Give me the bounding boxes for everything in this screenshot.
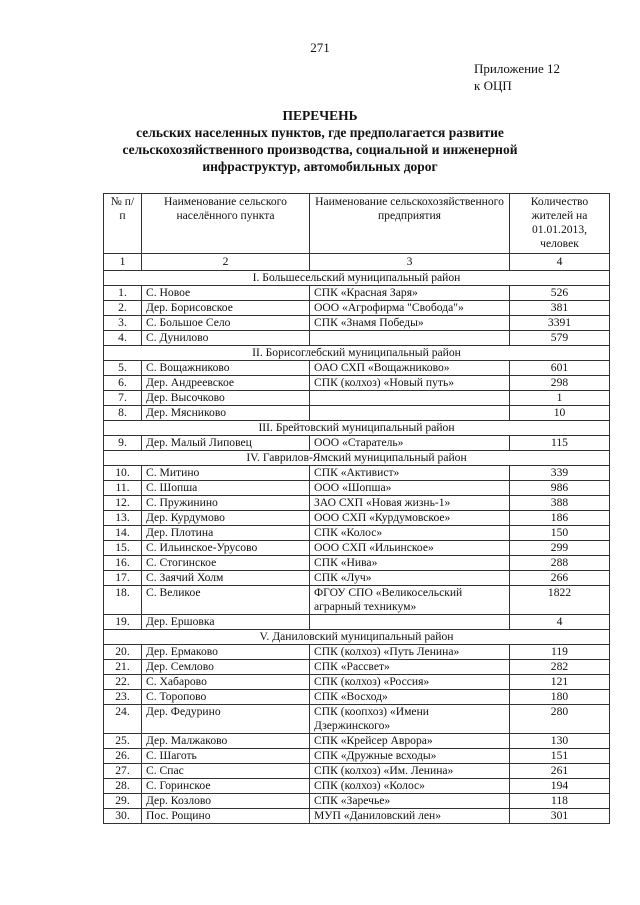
table-row bbox=[104, 615, 610, 630]
table-row bbox=[104, 541, 610, 556]
row-number: 23. bbox=[104, 690, 142, 705]
enterprise-name: МУП «Даниловский лен» bbox=[310, 809, 510, 824]
enterprise-name: СПК «Активист» bbox=[310, 466, 510, 481]
row-number: 12. bbox=[104, 496, 142, 511]
population-count: 298 bbox=[510, 376, 610, 391]
enterprise-name: ООО «Старатель» bbox=[310, 436, 510, 451]
table-row bbox=[104, 481, 610, 496]
table-row bbox=[104, 675, 610, 690]
settlement-name: С. Дунилово bbox=[142, 331, 310, 346]
table-row bbox=[104, 734, 610, 749]
table-row bbox=[104, 316, 610, 331]
table-header-row bbox=[104, 194, 610, 254]
row-number: 20. bbox=[104, 645, 142, 660]
appendix-label bbox=[474, 60, 560, 94]
table-row bbox=[104, 436, 610, 451]
settlement-name: С. Вощажниково bbox=[142, 361, 310, 376]
population-count: 115 bbox=[510, 436, 610, 451]
appendix-line-2: к ОЦП bbox=[474, 78, 512, 93]
table-row bbox=[104, 571, 610, 586]
settlement-name: Дер. Борисовское bbox=[142, 301, 310, 316]
population-count: 986 bbox=[510, 481, 610, 496]
settlement-name: Дер. Ершовка bbox=[142, 615, 310, 630]
enterprise-name bbox=[310, 391, 510, 406]
population-count: 119 bbox=[510, 645, 610, 660]
row-number: 7. bbox=[104, 391, 142, 406]
population-count: 121 bbox=[510, 675, 610, 690]
population-count: 266 bbox=[510, 571, 610, 586]
row-number: 1. bbox=[104, 286, 142, 301]
enterprise-name: ООО «Агрофирма "Свобода"» bbox=[310, 301, 510, 316]
population-count: 526 bbox=[510, 286, 610, 301]
row-number: 17. bbox=[104, 571, 142, 586]
settlement-name: Дер. Высочково bbox=[142, 391, 310, 406]
column-number-row bbox=[104, 254, 610, 271]
population-count: 150 bbox=[510, 526, 610, 541]
row-number: 8. bbox=[104, 406, 142, 421]
population-count: 381 bbox=[510, 301, 610, 316]
region-row bbox=[104, 346, 610, 361]
enterprise-name bbox=[310, 615, 510, 630]
settlement-name: С. Хабарово bbox=[142, 675, 310, 690]
header-num: № п/п bbox=[104, 194, 142, 254]
col-number: 3 bbox=[310, 254, 510, 271]
col-number: 2 bbox=[142, 254, 310, 271]
region-name: III. Брейтовский муниципальный район bbox=[104, 421, 610, 436]
row-number: 18. bbox=[104, 586, 142, 615]
population-count: 1 bbox=[510, 391, 610, 406]
row-number: 25. bbox=[104, 734, 142, 749]
population-count: 4 bbox=[510, 615, 610, 630]
col-number: 1 bbox=[104, 254, 142, 271]
enterprise-name: ООО СХП «Ильинское» bbox=[310, 541, 510, 556]
enterprise-name: СПК «Нива» bbox=[310, 556, 510, 571]
header-enterprise: Наименование сельскохозяйственного предприятия bbox=[310, 194, 510, 254]
row-number: 21. bbox=[104, 660, 142, 675]
population-count: 186 bbox=[510, 511, 610, 526]
region-row bbox=[104, 451, 610, 466]
settlement-name: Дер. Плотина bbox=[142, 526, 310, 541]
enterprise-name: СПК (колхоз) «Колос» bbox=[310, 779, 510, 794]
page-number: 271 bbox=[310, 40, 330, 55]
table-row bbox=[104, 286, 610, 301]
settlement-name: Дер. Малжаково bbox=[142, 734, 310, 749]
settlement-name: С. Митино bbox=[142, 466, 310, 481]
enterprise-name: СПК (колхоз) «Россия» bbox=[310, 675, 510, 690]
enterprise-name: СПК (колхоз) «Им. Ленина» bbox=[310, 764, 510, 779]
table-row bbox=[104, 764, 610, 779]
settlement-name: С. Спас bbox=[142, 764, 310, 779]
row-number: 5. bbox=[104, 361, 142, 376]
row-number: 9. bbox=[104, 436, 142, 451]
settlement-name: С. Шаготь bbox=[142, 749, 310, 764]
population-count: 130 bbox=[510, 734, 610, 749]
title-line-2: сельскохозяйственного производства, социальной и инженерной bbox=[122, 142, 518, 157]
title-line-3: инфраструктур, автомобильных дорог bbox=[202, 159, 438, 174]
population-count: 1822 bbox=[510, 586, 610, 615]
table-row bbox=[104, 586, 610, 615]
row-number: 10. bbox=[104, 466, 142, 481]
title-heading: ПЕРЕЧЕНЬ bbox=[282, 108, 358, 123]
table-row bbox=[104, 809, 610, 824]
row-number: 14. bbox=[104, 526, 142, 541]
region-row bbox=[104, 271, 610, 286]
enterprise-name: СПК «Колос» bbox=[310, 526, 510, 541]
settlement-name: Дер. Семлово bbox=[142, 660, 310, 675]
table-row bbox=[104, 779, 610, 794]
table-row bbox=[104, 301, 610, 316]
settlement-name: С. Торопово bbox=[142, 690, 310, 705]
settlement-name: Дер. Мясниково bbox=[142, 406, 310, 421]
row-number: 19. bbox=[104, 615, 142, 630]
population-count: 601 bbox=[510, 361, 610, 376]
enterprise-name: СПК (колхоз) «Новый путь» bbox=[310, 376, 510, 391]
title-line-1: сельских населенных пунктов, где предполагается развитие bbox=[136, 125, 504, 140]
table-row bbox=[104, 466, 610, 481]
enterprise-name: ОАО СХП «Вощажниково» bbox=[310, 361, 510, 376]
population-count: 388 bbox=[510, 496, 610, 511]
region-name: II. Борисоглебский муниципальный район bbox=[104, 346, 610, 361]
row-number: 30. bbox=[104, 809, 142, 824]
row-number: 2. bbox=[104, 301, 142, 316]
settlement-name: Дер. Курдумово bbox=[142, 511, 310, 526]
population-count: 579 bbox=[510, 331, 610, 346]
row-number: 6. bbox=[104, 376, 142, 391]
enterprise-name bbox=[310, 406, 510, 421]
enterprise-name: ЗАО СХП «Новая жизнь-1» bbox=[310, 496, 510, 511]
settlement-name: Дер. Козлово bbox=[142, 794, 310, 809]
enterprise-name: СПК (коопхоз) «Имени Дзержинского» bbox=[310, 705, 510, 734]
population-count: 299 bbox=[510, 541, 610, 556]
header-settlement: Наименование сельского населённого пункта bbox=[142, 194, 310, 254]
region-row bbox=[104, 421, 610, 436]
enterprise-name: ООО «Шопша» bbox=[310, 481, 510, 496]
row-number: 22. bbox=[104, 675, 142, 690]
region-name: IV. Гаврилов-Ямский муниципальный район bbox=[104, 451, 610, 466]
region-name: V. Даниловский муниципальный район bbox=[104, 630, 610, 645]
settlement-name: Пос. Рощино bbox=[142, 809, 310, 824]
table-row bbox=[104, 406, 610, 421]
region-row bbox=[104, 630, 610, 645]
table-row bbox=[104, 705, 610, 734]
population-count: 282 bbox=[510, 660, 610, 675]
settlements-table bbox=[103, 193, 610, 824]
settlement-name: С. Заячий Холм bbox=[142, 571, 310, 586]
table-row bbox=[104, 511, 610, 526]
population-count: 10 bbox=[510, 406, 610, 421]
population-count: 180 bbox=[510, 690, 610, 705]
enterprise-name: СПК «Восход» bbox=[310, 690, 510, 705]
row-number: 13. bbox=[104, 511, 142, 526]
enterprise-name: СПК «Знамя Победы» bbox=[310, 316, 510, 331]
row-number: 4. bbox=[104, 331, 142, 346]
row-number: 29. bbox=[104, 794, 142, 809]
table-row bbox=[104, 331, 610, 346]
population-count: 288 bbox=[510, 556, 610, 571]
document-title bbox=[0, 107, 640, 175]
enterprise-name: СПК «Дружные всходы» bbox=[310, 749, 510, 764]
table-row bbox=[104, 660, 610, 675]
population-count: 118 bbox=[510, 794, 610, 809]
settlement-name: С. Пружинино bbox=[142, 496, 310, 511]
population-count: 339 bbox=[510, 466, 610, 481]
settlement-name: С. Великое bbox=[142, 586, 310, 615]
population-count: 280 bbox=[510, 705, 610, 734]
table-row bbox=[104, 391, 610, 406]
region-name: I. Большесельский муниципальный район bbox=[104, 271, 610, 286]
enterprise-name: СПК «Крейсер Аврора» bbox=[310, 734, 510, 749]
table-row bbox=[104, 376, 610, 391]
row-number: 26. bbox=[104, 749, 142, 764]
enterprise-name: СПК «Луч» bbox=[310, 571, 510, 586]
settlement-name: Дер. Федурино bbox=[142, 705, 310, 734]
population-count: 301 bbox=[510, 809, 610, 824]
enterprise-name: СПК «Красная Заря» bbox=[310, 286, 510, 301]
table-row bbox=[104, 690, 610, 705]
table-row bbox=[104, 794, 610, 809]
row-number: 3. bbox=[104, 316, 142, 331]
appendix-line-1: Приложение 12 bbox=[474, 61, 561, 76]
settlement-name: Дер. Ермаково bbox=[142, 645, 310, 660]
table-body bbox=[104, 271, 610, 824]
table-row bbox=[104, 556, 610, 571]
population-count: 261 bbox=[510, 764, 610, 779]
settlement-name: Дер. Малый Липовец bbox=[142, 436, 310, 451]
row-number: 24. bbox=[104, 705, 142, 734]
row-number: 11. bbox=[104, 481, 142, 496]
row-number: 16. bbox=[104, 556, 142, 571]
enterprise-name: ООО СХП «Курдумовское» bbox=[310, 511, 510, 526]
population-count: 194 bbox=[510, 779, 610, 794]
enterprise-name: СПК (колхоз) «Путь Ленина» bbox=[310, 645, 510, 660]
settlement-name: Дер. Андреевское bbox=[142, 376, 310, 391]
enterprise-name bbox=[310, 331, 510, 346]
settlement-name: С. Большое Село bbox=[142, 316, 310, 331]
row-number: 27. bbox=[104, 764, 142, 779]
col-number: 4 bbox=[510, 254, 610, 271]
enterprise-name: ФГОУ СПО «Великосельский аграрный техникум» bbox=[310, 586, 510, 615]
settlement-name: С. Шопша bbox=[142, 481, 310, 496]
table-row bbox=[104, 749, 610, 764]
table-row bbox=[104, 645, 610, 660]
table-row bbox=[104, 526, 610, 541]
population-count: 3391 bbox=[510, 316, 610, 331]
enterprise-name: СПК «Рассвет» bbox=[310, 660, 510, 675]
population-count: 151 bbox=[510, 749, 610, 764]
settlement-name: С. Новое bbox=[142, 286, 310, 301]
table-row bbox=[104, 496, 610, 511]
header-population: Количество жителей на 01.01.2013, человек bbox=[510, 194, 610, 254]
settlement-name: С. Стогинское bbox=[142, 556, 310, 571]
enterprise-name: СПК «Заречье» bbox=[310, 794, 510, 809]
settlement-name: С. Ильинское-Урусово bbox=[142, 541, 310, 556]
settlement-name: С. Горинское bbox=[142, 779, 310, 794]
row-number: 28. bbox=[104, 779, 142, 794]
row-number: 15. bbox=[104, 541, 142, 556]
table-row bbox=[104, 361, 610, 376]
